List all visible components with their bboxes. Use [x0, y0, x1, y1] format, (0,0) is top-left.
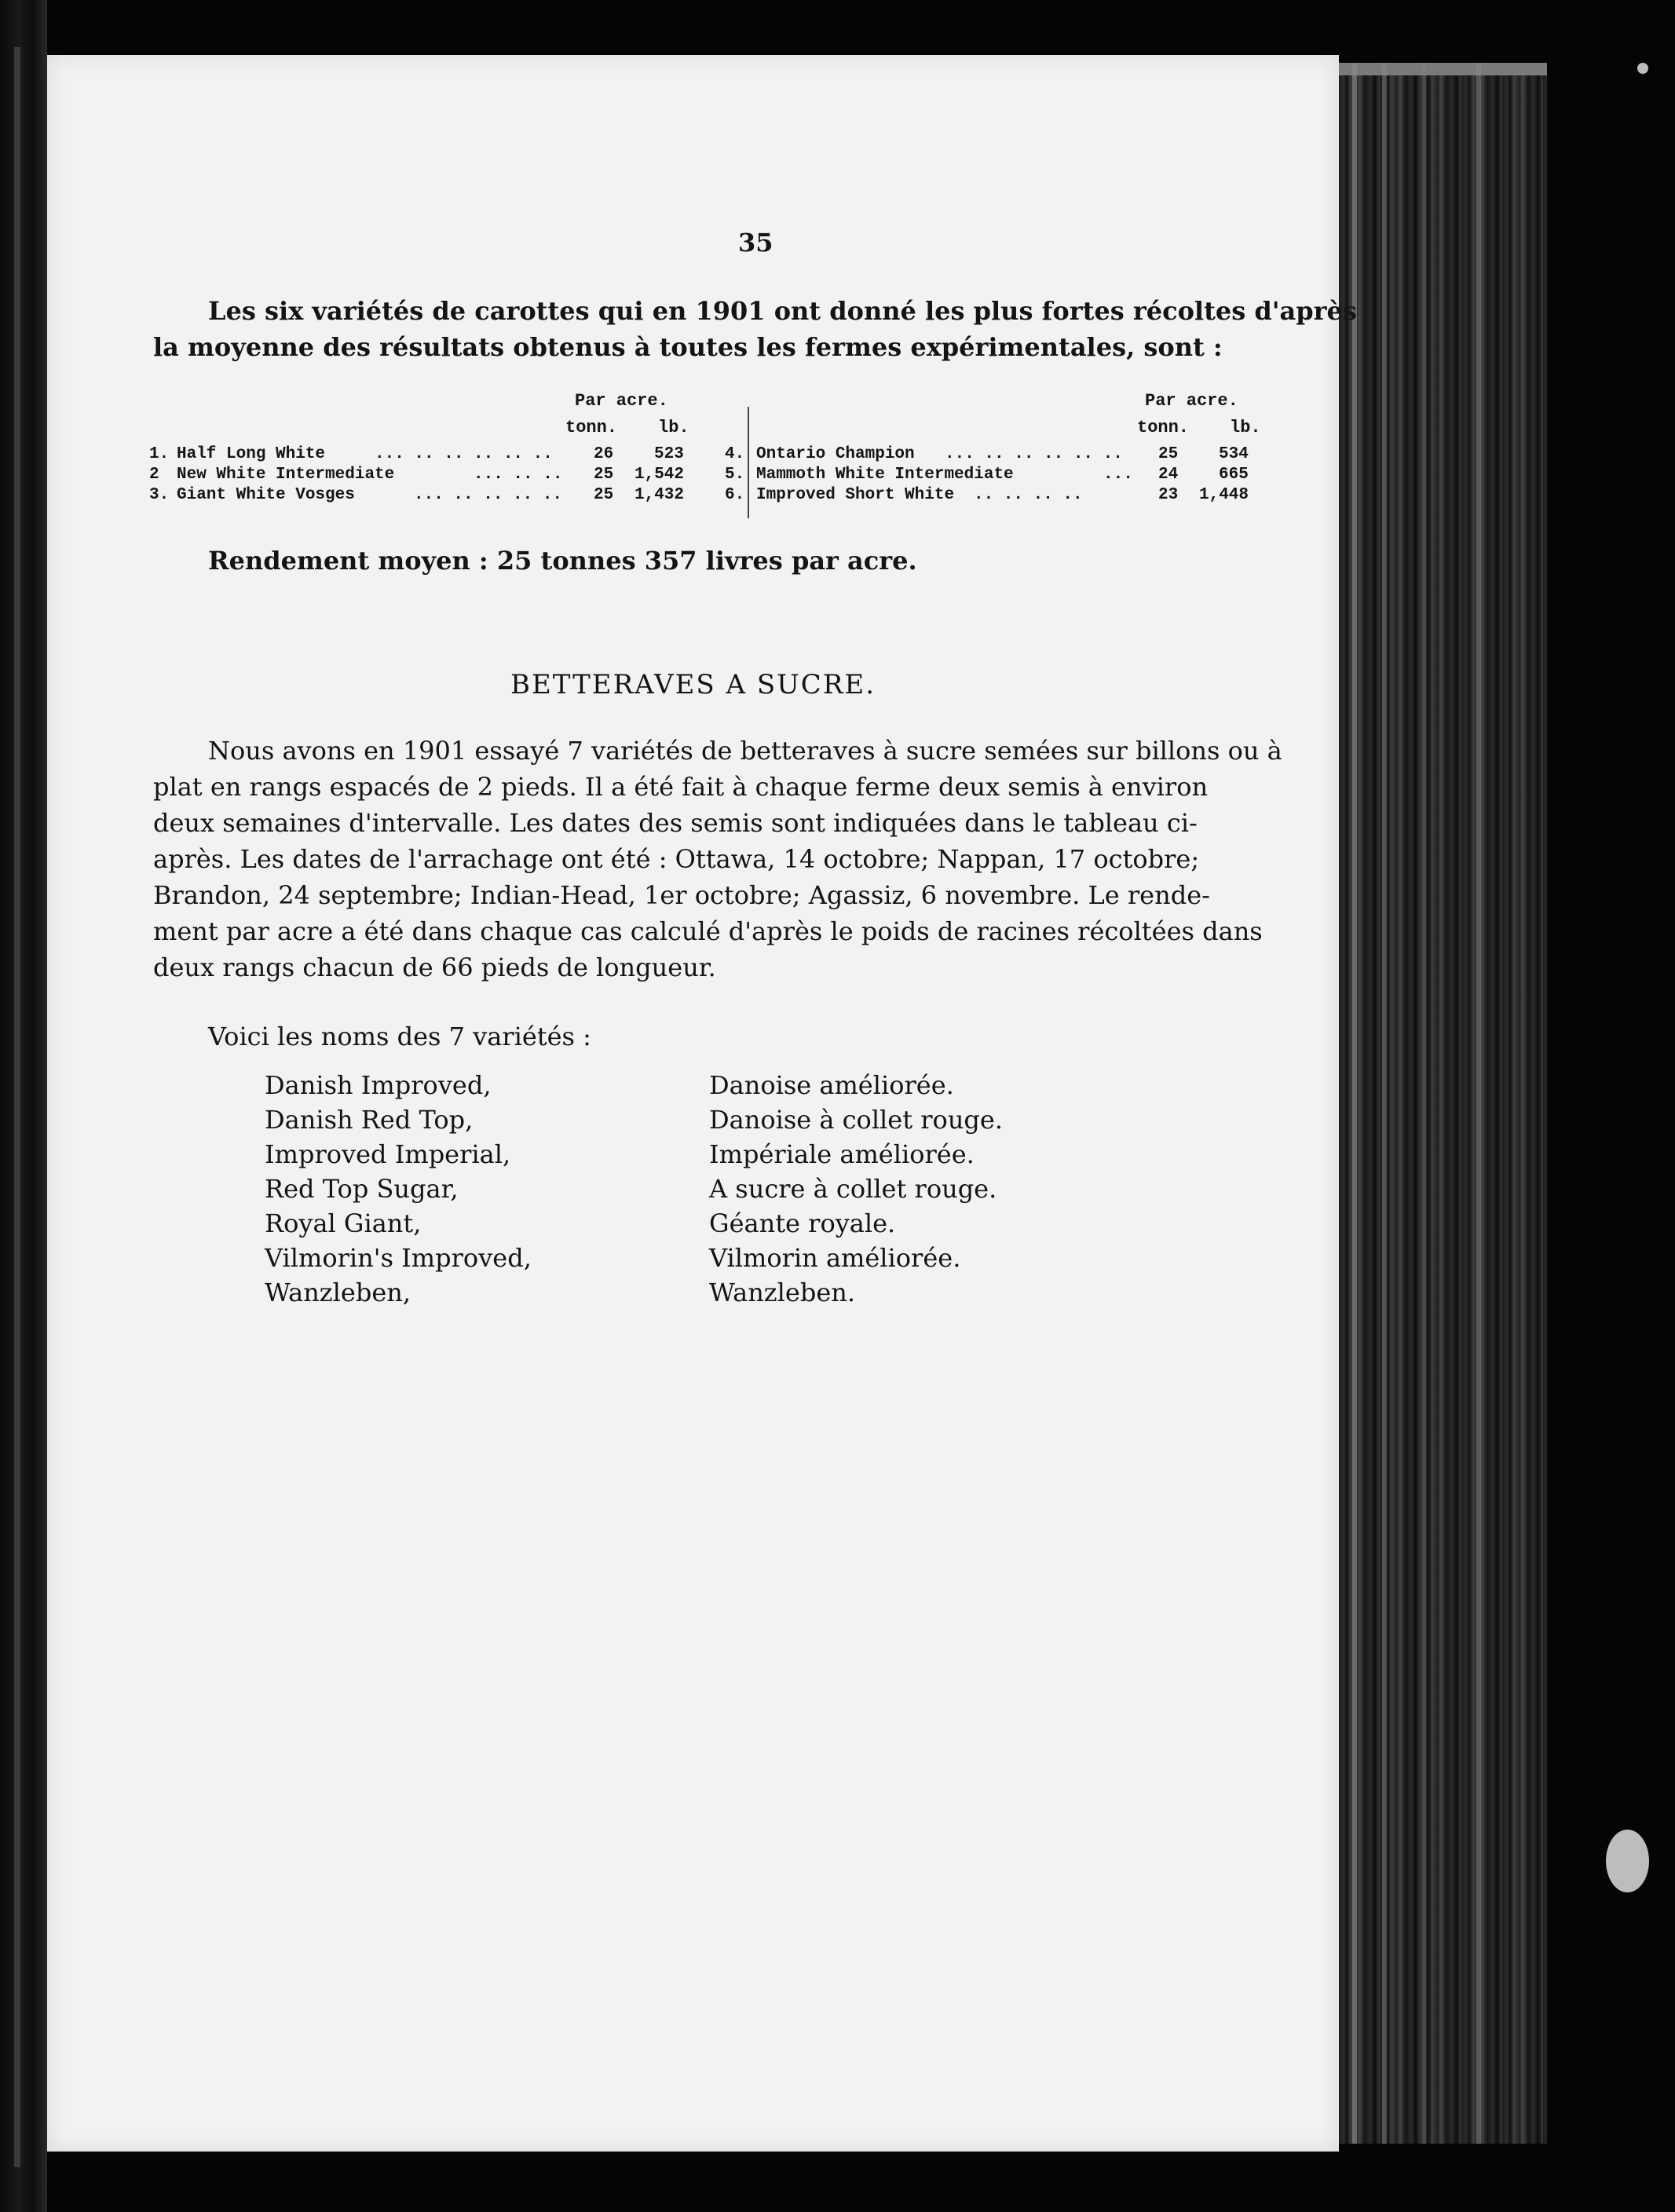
leader-dots: .. .. .. ..: [974, 486, 1083, 504]
left-scan-edge-line: [14, 47, 20, 2167]
list-item: Danish Red Top,: [265, 1105, 474, 1135]
yield-lb: 1,448: [1199, 486, 1249, 504]
scan-speck: [1637, 63, 1648, 74]
yield-tons: 24: [1158, 466, 1179, 484]
yield-lb: 1,542: [635, 466, 685, 484]
edge-highlight: [1421, 63, 1426, 2144]
intro-line-2: la moyenne des résultats obtenus à toutes les fermes expérimentales, sont :: [153, 332, 1223, 362]
section-heading: BETTERAVES A SUCRE.: [510, 669, 876, 700]
list-item: Royal Giant,: [265, 1208, 422, 1238]
paragraph-line: Nous avons en 1901 essayé 7 variétés de betteraves à sucre semées sur billons ou à: [208, 736, 1282, 766]
yield-lb: 1,432: [635, 486, 685, 504]
yield-lb: 665: [1219, 466, 1249, 484]
list-item: Wanzleben,: [265, 1278, 411, 1307]
paragraph-line: deux semaines d'intervalle. Les dates des semis sont indiquées dans le tableau ci-: [153, 808, 1198, 838]
paragraph-line: après. Les dates de l'arrachage ont été : Ottawa, 14 octobre; Nappan, 17 octobre;: [153, 844, 1200, 874]
paragraph-line: ment par acre a été dans chaque cas calculé d'après le poids de racines récoltées dans: [153, 916, 1263, 946]
row-number: 5.: [725, 466, 745, 484]
list-item: Danoise à collet rouge.: [709, 1105, 1004, 1135]
varieties-french-list: [709, 1068, 1003, 1310]
leader-dots: ... .. .. .. .. ..: [945, 445, 1123, 463]
yield-tons: 25: [594, 486, 614, 504]
row-number: 6.: [725, 486, 745, 504]
table-header-lb: lb.: [658, 418, 689, 437]
page-number: 35: [738, 228, 773, 258]
edge-highlight: [1382, 63, 1387, 2144]
paragraph-line: plat en rangs espacés de 2 pieds. Il a été fait à chaque ferme deux semis à environ: [153, 772, 1209, 802]
table-header-per-acre-right: Par acre.: [1145, 391, 1238, 411]
row-number: 1.: [149, 445, 170, 463]
document-page: [47, 55, 1357, 2152]
edge-highlight: [1352, 63, 1357, 2144]
average-yield: Rendement moyen : 25 tonnes 357 livres par acre.: [208, 546, 917, 576]
variety-name: Half Long White: [177, 445, 326, 463]
variety-name: Improved Short White: [756, 486, 955, 504]
yield-lb: 534: [1219, 445, 1249, 463]
scan-speck: [1606, 1830, 1649, 1892]
list-item: Danoise améliorée.: [709, 1070, 954, 1100]
table-column-divider: [748, 407, 749, 518]
table-header-per-acre: Par acre.: [575, 391, 668, 411]
leader-dots: ... .. ..: [474, 466, 563, 484]
table-header-tons: tonn.: [565, 418, 618, 437]
list-item: Géante royale.: [709, 1208, 896, 1238]
list-item: Vilmorin's Improved,: [265, 1243, 532, 1273]
list-item: Improved Imperial,: [265, 1139, 511, 1169]
table-header-tons-right: tonn.: [1137, 418, 1190, 437]
variety-name: Ontario Champion: [756, 445, 915, 463]
yield-tons: 25: [594, 466, 614, 484]
leader-dots: ... .. .. .. .. ..: [375, 445, 553, 463]
list-item: Vilmorin améliorée.: [709, 1243, 961, 1273]
variety-name: Giant White Vosges: [177, 486, 355, 504]
leader-dots: ... .. .. .. ..: [414, 486, 563, 504]
list-item: Red Top Sugar,: [265, 1174, 459, 1204]
paragraph-line: deux rangs chacun de 66 pieds de longueur.: [153, 952, 716, 982]
yield-tons: 26: [594, 445, 614, 463]
list-item: Danish Improved,: [265, 1070, 492, 1100]
varieties-intro: Voici les noms des 7 variétés :: [208, 1022, 591, 1051]
list-item: A sucre à collet rouge.: [709, 1174, 997, 1204]
yield-tons: 23: [1158, 486, 1179, 504]
intro-line-1: Les six variétés de carottes qui en 1901 ont donné les plus fortes récoltes d'après: [208, 296, 1357, 326]
row-number: 2: [149, 466, 159, 484]
yield-tons: 25: [1158, 445, 1179, 463]
book-edge-top: [1339, 63, 1547, 75]
variety-name: Mammoth White Intermediate: [756, 466, 1014, 484]
yield-lb: 523: [654, 445, 684, 463]
variety-name: New White Intermediate: [177, 466, 395, 484]
list-item: Wanzleben.: [709, 1278, 856, 1307]
table-header-lb-right: lb.: [1230, 418, 1261, 437]
row-number: 3.: [149, 486, 170, 504]
book-page-edges: [1339, 63, 1547, 2144]
paragraph-line: Brandon, 24 septembre; Indian-Head, 1er octobre; Agassiz, 6 novembre. Le rende-: [153, 880, 1210, 910]
edge-highlight: [1476, 63, 1481, 2144]
leader-dots: ...: [1103, 466, 1133, 484]
varieties-english-list: [265, 1068, 532, 1310]
list-item: Impériale améliorée.: [709, 1139, 975, 1169]
row-number: 4.: [725, 445, 745, 463]
left-scan-margin: [0, 0, 47, 2212]
